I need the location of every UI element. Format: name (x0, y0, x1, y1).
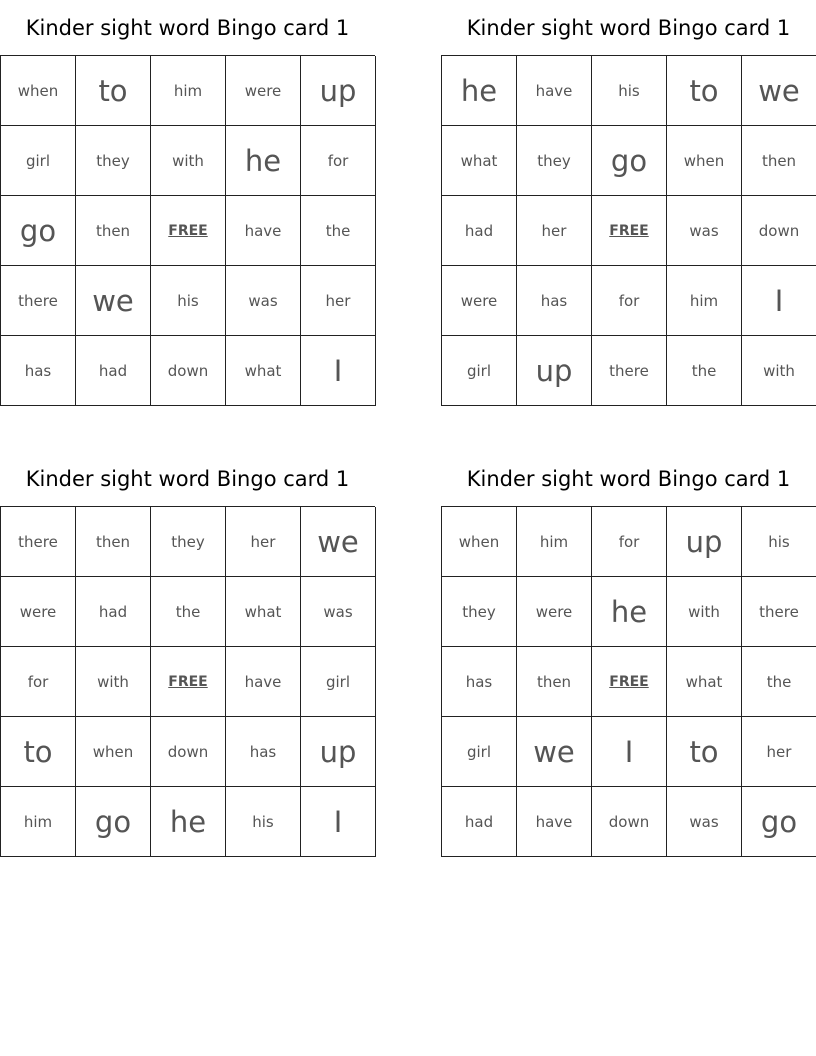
bingo-cell: they (151, 507, 226, 577)
bingo-card-4 (441, 451, 816, 857)
bingo-cell: girl (442, 717, 517, 787)
free-space: FREE (151, 196, 226, 266)
bingo-cell: they (517, 126, 592, 196)
bingo-cell: down (742, 196, 816, 266)
bingo-cell: were (226, 56, 301, 126)
bingo-cell: up (517, 336, 592, 406)
bingo-cell: were (517, 577, 592, 647)
bingo-cell: was (226, 266, 301, 336)
bingo-cell: they (442, 577, 517, 647)
bingo-cell: were (1, 577, 76, 647)
bingo-cell: to (76, 56, 151, 126)
bingo-cell: what (226, 577, 301, 647)
card-title: Kinder sight word Bingo card 1 (25, 16, 350, 40)
bingo-cell: for (1, 647, 76, 717)
bingo-cell: up (667, 507, 742, 577)
bingo-cell: they (76, 126, 151, 196)
bingo-cell: go (592, 126, 667, 196)
bingo-cell: the (151, 577, 226, 647)
bingo-cell: with (151, 126, 226, 196)
bingo-cell: for (592, 507, 667, 577)
bingo-cell: were (442, 266, 517, 336)
bingo-cell: has (442, 647, 517, 717)
bingo-cell: girl (1, 126, 76, 196)
bingo-cell: with (667, 577, 742, 647)
bingo-cell: we (742, 56, 816, 126)
bingo-cell: he (226, 126, 301, 196)
bingo-cell: for (592, 266, 667, 336)
bingo-cell: there (592, 336, 667, 406)
bingo-cell: we (517, 717, 592, 787)
bingo-card-2 (441, 0, 816, 406)
bingo-cell: I (301, 787, 376, 857)
bingo-cell: was (301, 577, 376, 647)
bingo-cell: down (151, 717, 226, 787)
bingo-cell: have (517, 56, 592, 126)
bingo-cell: have (226, 196, 301, 266)
bingo-cell: had (76, 577, 151, 647)
free-space: FREE (151, 647, 226, 717)
bingo-cell: him (517, 507, 592, 577)
bingo-cell: down (151, 336, 226, 406)
bingo-cell: her (226, 507, 301, 577)
free-space: FREE (592, 647, 667, 717)
bingo-cell: to (667, 717, 742, 787)
bingo-cell: the (667, 336, 742, 406)
bingo-cell: girl (442, 336, 517, 406)
bingo-cell: with (742, 336, 816, 406)
bingo-grid (441, 55, 816, 406)
bingo-cell: her (301, 266, 376, 336)
bingo-cell: the (742, 647, 816, 717)
bingo-cell: what (226, 336, 301, 406)
bingo-card-1 (0, 0, 375, 406)
bingo-cell: when (667, 126, 742, 196)
bingo-cell: then (742, 126, 816, 196)
bingo-card-3 (0, 451, 375, 857)
bingo-cell: has (517, 266, 592, 336)
bingo-cell: what (667, 647, 742, 717)
bingo-cell: I (592, 717, 667, 787)
bingo-cell: I (301, 336, 376, 406)
bingo-cell: when (76, 717, 151, 787)
bingo-cell: him (151, 56, 226, 126)
bingo-grid (0, 506, 375, 857)
bingo-cell: when (442, 507, 517, 577)
bingo-cell: then (517, 647, 592, 717)
bingo-cell: to (1, 717, 76, 787)
bingo-cell: there (1, 266, 76, 336)
card-title: Kinder sight word Bingo card 1 (25, 467, 350, 491)
bingo-cell: his (226, 787, 301, 857)
bingo-cell: him (667, 266, 742, 336)
bingo-cell: up (301, 717, 376, 787)
bingo-cell: I (742, 266, 816, 336)
bingo-cell: girl (301, 647, 376, 717)
bingo-cell: there (742, 577, 816, 647)
bingo-cell: him (1, 787, 76, 857)
bingo-cell: his (742, 507, 816, 577)
bingo-cell: have (226, 647, 301, 717)
bingo-cell: there (1, 507, 76, 577)
bingo-cell: go (742, 787, 816, 857)
bingo-cell: with (76, 647, 151, 717)
bingo-cell: had (76, 336, 151, 406)
bingo-grid (441, 506, 816, 857)
bingo-cell: his (151, 266, 226, 336)
free-space: FREE (592, 196, 667, 266)
bingo-cell: had (442, 196, 517, 266)
bingo-cell: his (592, 56, 667, 126)
bingo-cell: he (151, 787, 226, 857)
bingo-cell: we (301, 507, 376, 577)
bingo-cell: was (667, 196, 742, 266)
bingo-cell: what (442, 126, 517, 196)
bingo-cell: he (592, 577, 667, 647)
bingo-cell: down (592, 787, 667, 857)
bingo-cell: he (442, 56, 517, 126)
bingo-cell: up (301, 56, 376, 126)
bingo-cell: when (1, 56, 76, 126)
bingo-cell: her (742, 717, 816, 787)
bingo-cell: we (76, 266, 151, 336)
card-title: Kinder sight word Bingo card 1 (466, 467, 791, 491)
bingo-cell: for (301, 126, 376, 196)
card-title: Kinder sight word Bingo card 1 (466, 16, 791, 40)
bingo-cell: then (76, 507, 151, 577)
bingo-cell: her (517, 196, 592, 266)
bingo-cell: go (1, 196, 76, 266)
bingo-cell: was (667, 787, 742, 857)
bingo-cell: go (76, 787, 151, 857)
bingo-cell: the (301, 196, 376, 266)
bingo-cell: had (442, 787, 517, 857)
bingo-cell: then (76, 196, 151, 266)
bingo-cell: has (1, 336, 76, 406)
bingo-cell: have (517, 787, 592, 857)
bingo-grid (0, 55, 375, 406)
bingo-cell: has (226, 717, 301, 787)
bingo-cell: to (667, 56, 742, 126)
